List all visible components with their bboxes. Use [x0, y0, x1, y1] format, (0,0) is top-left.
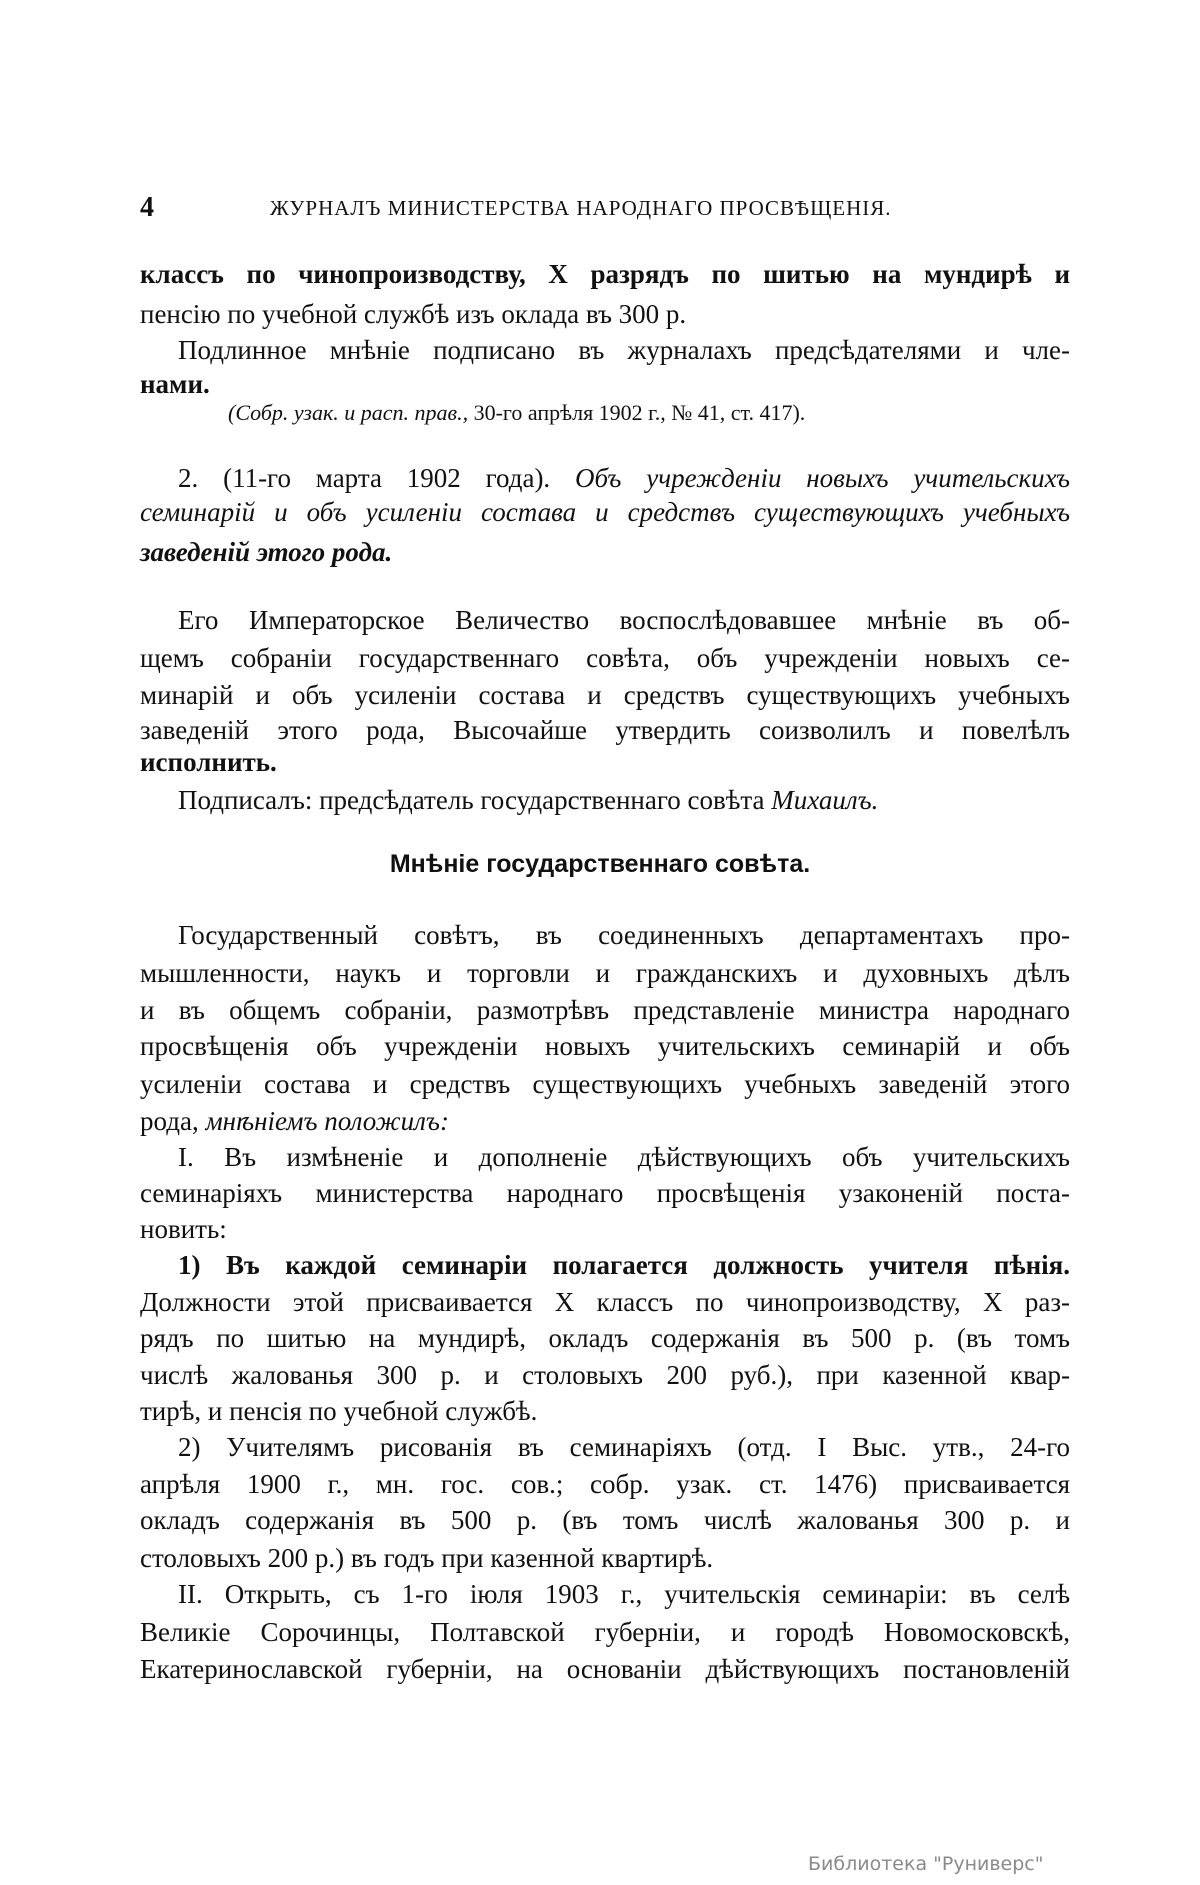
citation-source: (Собр. узак. и расп. прав.,	[228, 400, 469, 425]
library-watermark: Библиотека "Руниверс"	[808, 1853, 1044, 1875]
text-line: усиленіи состава и средствъ существующихъ учебныхъ заведеній этого	[140, 1069, 1070, 1099]
text-line: и въ общемъ собраніи, размотрѣвъ представленіе министра народнаго	[140, 995, 1070, 1025]
text-line: Екатеринославской губерніи, на основаніи дѣйствующихъ постановленій	[140, 1654, 1070, 1684]
item-heading-line: заведеній этого рода.	[140, 537, 393, 567]
citation	[228, 400, 805, 426]
running-title: ЖУРНАЛЪ МИНИСТЕРСТВА НАРОДНАГО ПРОСВѢЩЕНІЯ.	[270, 196, 892, 220]
text-line: Великіе Сорочинцы, Полтавской губерніи, и городѣ Новомосковскѣ,	[140, 1617, 1070, 1647]
item-date: 2. (11-го марта 1902 года).	[178, 463, 551, 493]
item-heading-line	[178, 462, 1070, 494]
signed-text: Подписалъ: предсѣдатель государственнаго совѣта	[178, 785, 772, 815]
text-line: I. Въ измѣненіе и дополненіе дѣйствующихъ объ учительскихъ	[178, 1142, 1070, 1172]
text-line: нами.	[140, 369, 210, 399]
text-line: щемъ собраніи государственнаго совѣта, объ учрежденіи новыхъ се-	[140, 643, 1070, 673]
text-line: семинаріяхъ министерства народнаго просвѣщенія узаконеній поста-	[140, 1178, 1070, 1208]
italic-text: мнѣніемъ положилъ:	[205, 1106, 449, 1136]
text-line: Государственный совѣтъ, въ соединенныхъ департаментахъ про-	[178, 920, 1070, 950]
text-line: рядъ по шитью на мундирѣ, окладъ содержанія въ 500 р. (въ томъ	[140, 1323, 1070, 1353]
text-line: новить:	[140, 1214, 227, 1244]
text-line: Его Императорское Величество воспослѣдовавшее мнѣніе въ об-	[178, 605, 1070, 635]
text-line: мышленности, наукъ и торговли и гражданскихъ и духовныхъ дѣлъ	[140, 958, 1070, 988]
text-line: тирѣ, и пенсія по учебной службѣ.	[140, 1396, 538, 1426]
signature-line	[178, 784, 1070, 816]
text-line: столовыхъ 200 р.) въ годъ при казенной квартирѣ.	[140, 1543, 714, 1573]
section-heading: Мнѣніе государственнаго совѣта.	[389, 850, 811, 878]
text-line: заведеній этого рода, Высочайше утвердить соизволилъ и повелѣлъ	[140, 715, 1070, 745]
text-line: пенсію по учебной службѣ изъ оклада въ 300 р.	[140, 299, 687, 329]
text-line: Должности этой присваивается X классъ по чинопроизводству, X раз-	[140, 1287, 1070, 1317]
text-line: минарій и объ усиленіи состава и средствъ существующихъ учебныхъ	[140, 680, 1070, 710]
text-line: числѣ жалованья 300 р. и столовыхъ 200 руб.), при казенной квар-	[140, 1360, 1070, 1390]
text-line: исполнить.	[140, 747, 277, 777]
text-line: Подлинное мнѣніе подписано въ журналахъ предсѣдателями и чле-	[178, 335, 1070, 365]
page-number: 4	[140, 192, 154, 223]
text-line: II. Открыть, съ 1-го іюля 1903 г., учительскія семинаріи: въ селѣ	[178, 1579, 1070, 1609]
text-line: 1) Въ каждой семинаріи полагается должность учителя пѣнія.	[178, 1250, 1070, 1280]
signer-name: Михаилъ.	[771, 785, 879, 815]
text-line: апрѣля 1900 г., мн. гос. сов.; собр. узак. ст. 1476) присваивается	[140, 1469, 1070, 1499]
text-line	[140, 1105, 1070, 1137]
citation-details: 30-го апрѣля 1902 г., № 41, ст. 417).	[468, 400, 806, 425]
item-title: Объ учрежденіи новыхъ учительскихъ	[575, 463, 1070, 493]
item-heading-line: семинарій и объ усиленіи состава и средствъ существующихъ учебныхъ	[140, 497, 1070, 527]
text-line: просвѣщенія объ учрежденіи новыхъ учительскихъ семинарій и объ	[140, 1031, 1070, 1061]
text-line: 2) Учителямъ рисованія въ семинаріяхъ (отд. I Выс. утв., 24-го	[178, 1432, 1070, 1462]
text: рода,	[140, 1106, 206, 1136]
text-line: классъ по чинопроизводству, X разрядъ по шитью на мундирѣ и	[140, 259, 1070, 289]
text-line: окладъ содержанія въ 500 р. (въ томъ числѣ жалованья 300 р. и	[140, 1505, 1070, 1535]
